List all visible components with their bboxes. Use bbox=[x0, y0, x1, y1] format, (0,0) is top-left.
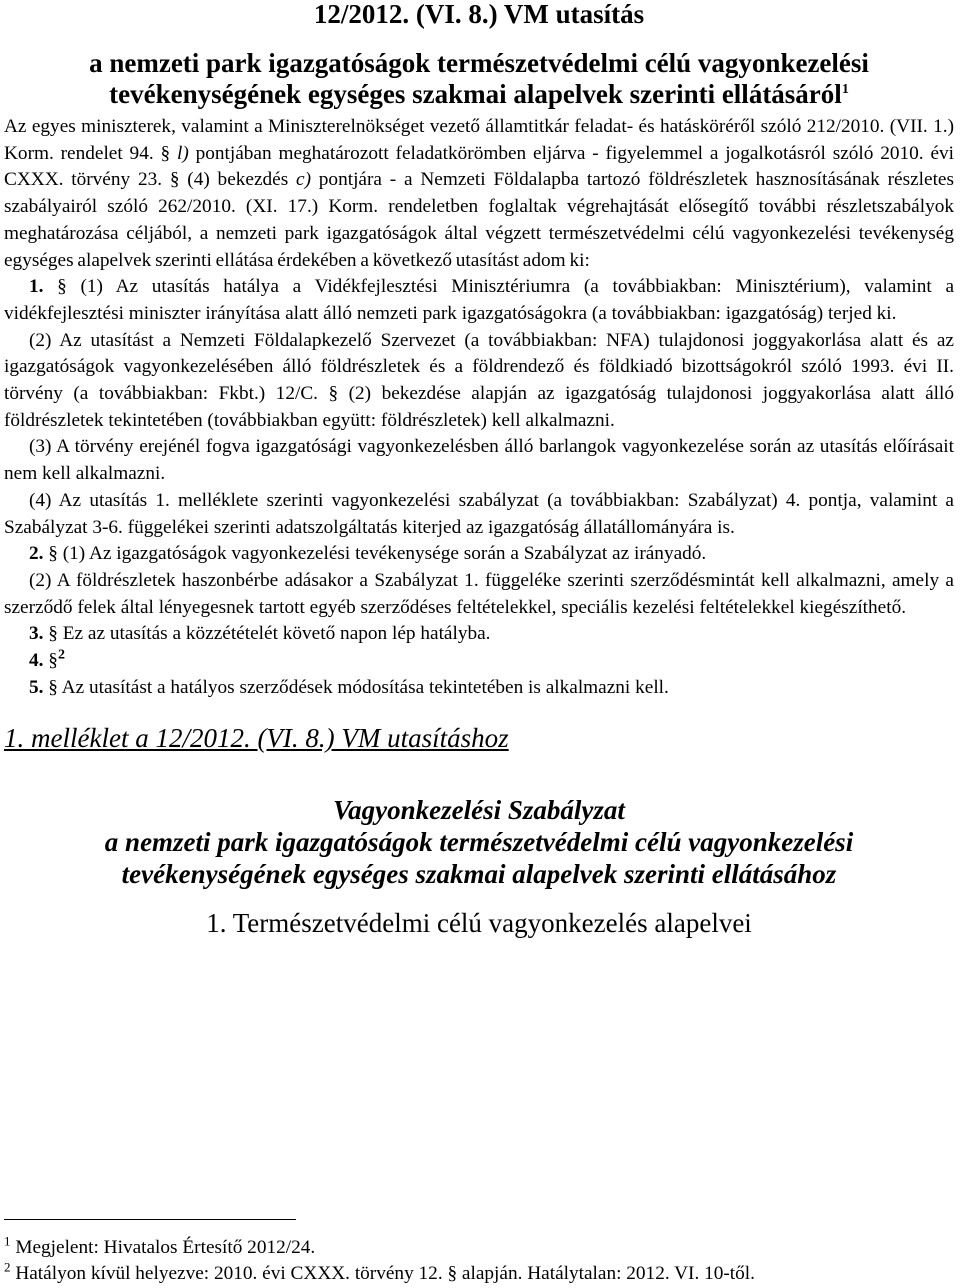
footnote-1-mark: 1 bbox=[4, 1233, 11, 1249]
decree-number: 12/2012. (VI. 8.) VM utasítás bbox=[313, 0, 645, 29]
preamble-part-3: pontjára - a Nemzeti Földalapba tartozó földrészletek hasznosításának részletes szabályairól szóló 262/2010. (XI. 17.) Korm. rendeletben foglaltak végrehajtását elősegítő további részletszabályok meghatározása céljából, a nemzeti park igazgatóságok által végzett természetvédelmi célú vagyonkezelési tevékenység egységes alapelvek szerinti ellátása érdekében a következő utasítást adom ki: bbox=[4, 169, 954, 271]
decree-title-line-2 bbox=[4, 79, 954, 110]
decree-title-line-2-text: tevékenységének egységes szakmai alapelvek szerinti ellátásáról bbox=[109, 79, 842, 109]
document-page bbox=[4, 0, 955, 1284]
section-5-number: 5. bbox=[29, 676, 44, 698]
preamble-part-2: pontjában meghatározott feladatkörömben eljárva - figyelemmel a jogalkotásról szóló 2010. évi CXXX. törvény 23. § (4) bekezdés bbox=[4, 142, 955, 191]
section-5 bbox=[4, 675, 954, 702]
footnote-2 bbox=[4, 1261, 755, 1287]
preamble-ref-l: l) bbox=[176, 142, 189, 164]
footnote-2-text: Hatályon kívül helyezve: 2010. évi CXXX. törvény 12. § alapján. Hatálytalan: 2012. VI. 10-től. bbox=[10, 1263, 755, 1284]
section-1-para-1 bbox=[4, 274, 954, 327]
footnote-separator bbox=[4, 1219, 296, 1220]
section-1-para-3: (3) A törvény erejénél fogva igazgatósági vagyonkezelésben álló barlangok vagyonkezelése során az utasítás előírásait nem kell alkalmazni. bbox=[4, 436, 954, 485]
preamble-ref-c: c) bbox=[296, 169, 311, 191]
section-2-para-1-text: § (1) Az igazgatóságok vagyonkezelési tevékenysége során a Szabályzat az irányadó. bbox=[43, 543, 707, 565]
section-4 bbox=[4, 648, 954, 675]
section-1-para-4: (4) Az utasítás 1. melléklete szerinti vagyonkezelési szabályzat (a továbbiakban: Szabályzat) 4. pontja, valamint a Szabályzat 3-6. függelékei szerinti adatszolgáltatás kiterjed az igazgatóság állatállományára is. bbox=[4, 489, 954, 538]
section-1-number: 1. bbox=[29, 276, 44, 298]
regulation-title-line-3: tevékenységének egységes szakmai alapelvek szerinti ellátásához bbox=[121, 859, 837, 890]
regulation-title-line-2: a nemzeti park igazgatóságok természetvédelmi célú vagyonkezelési bbox=[104, 827, 854, 858]
section-2-number: 2. bbox=[29, 543, 44, 565]
footnote-ref-1[interactable]: 1 bbox=[841, 82, 849, 97]
footnotes bbox=[4, 1235, 755, 1287]
regulation-title bbox=[4, 794, 954, 890]
section-1-para-2: (2) Az utasítást a Nemzeti Földalapkezelő Szervezet (a továbbiakban: NFA) tulajdonosi joggyakorlása alatt és az igazgatóságok vagyonkezelésében álló földrészletek és a földrendező és földkiadó bizottságokról szóló 1993. évi II. törvény (a továbbiakban: Fkbt.) 12/C. § (2) bekezdése alapján az igazgatóság tulajdonosi joggyakorlása alatt álló földrészletek tekintetében (továbbiakban együtt: földrészletek) kell alkalmazni. bbox=[4, 329, 954, 431]
decree-title-line-1: a nemzeti park igazgatóságok természetvédelmi célú vagyonkezelési bbox=[89, 48, 869, 78]
section-4-number: 4. bbox=[29, 650, 44, 672]
section-3-text: § Ez az utasítás a közzétételét követő napon lép hatályba. bbox=[43, 623, 491, 645]
section-1-para-1-text: § (1) Az utasítás hatálya a Vidékfejlesztési Minisztériumra (a továbbiakban: Minisztérium), valamint a vidékfejlesztési miniszter irányítása alatt álló nemzeti park igazgatóságokra (a továbbiakban: igazgatóság) terjed ki. bbox=[4, 276, 954, 324]
section-3 bbox=[4, 621, 954, 648]
section-2-para-2: (2) A földrészletek haszonbérbe adásakor a Szabályzat 1. függeléke szerinti szerződésmintát kell alkalmazni, amely a szerződő felek által lényegesnek tartott egyéb szerződéses feltételekkel, speciális kezelési feltételekkel kiegészíthető. bbox=[4, 569, 954, 618]
preamble-part-1: Az egyes miniszterek, valamint a Miniszterelnökséget vezető államtitkár feladat- és hatásköréről szóló 212/2010. (VII. 1.) Korm. rendelet 94. § bbox=[4, 116, 954, 164]
section-4-text: § bbox=[43, 650, 58, 672]
section-2-para-1 bbox=[4, 541, 954, 568]
footnote-ref-2[interactable]: 2 bbox=[57, 647, 65, 663]
footnote-1 bbox=[4, 1235, 755, 1261]
section-3-number: 3. bbox=[29, 623, 44, 645]
preamble bbox=[4, 114, 954, 274]
section-5-text: § Az utasítást a hatályos szerződések módosítása tekintetében is alkalmazni kell. bbox=[43, 676, 669, 698]
footnote-2-mark: 2 bbox=[4, 1259, 11, 1275]
annex-reference: 1. melléklet a 12/2012. (VI. 8.) VM utasításhoz bbox=[4, 723, 509, 754]
footnote-1-text: Megjelent: Hivatalos Értesítő 2012/24. bbox=[10, 1237, 316, 1258]
regulation-title-line-1: Vagyonkezelési Szabályzat bbox=[333, 795, 625, 826]
chapter-1-heading: 1. Természetvédelmi célú vagyonkezelés alapelvei bbox=[206, 908, 752, 939]
